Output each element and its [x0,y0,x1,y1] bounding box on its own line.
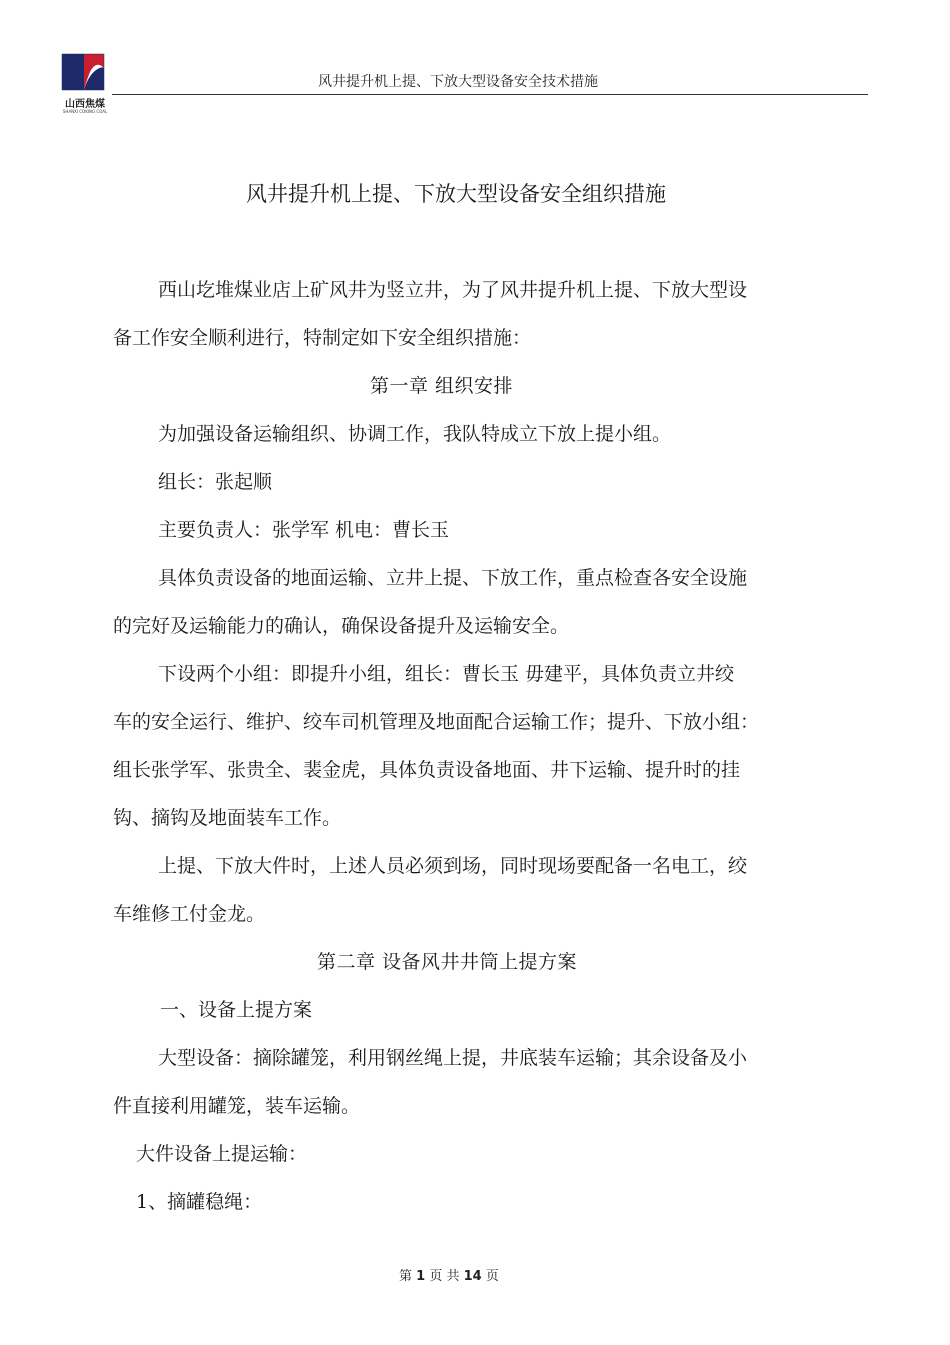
section-heading: 一、设备上提方案 [160,999,313,1021]
paragraph-line: 组长张学军、张贵全、裴金虎，具体负责设备地面、井下运输、提升时的挂 [113,759,741,781]
paragraph-line: 上提、下放大件时，上述人员必须到场，同时现场要配备一名电工，绞 [158,855,748,877]
paragraph-line: 的完好及运输能力的确认，确保设备提升及运输安全。 [113,615,570,637]
paragraph-line: 大型设备：摘除罐笼，利用钢丝绳上提，井底装车运输；其余设备及小 [158,1047,748,1069]
paragraph-line: 为加强设备运输组织、协调工作，我队特成立下放上提小组。 [158,423,672,445]
footer-prefix: 第 [399,1269,413,1284]
paragraph-line: 件直接利用罐笼，装车运输。 [113,1095,361,1117]
numbered-item: 1、摘罐稳绳： [136,1191,263,1213]
paragraph-line: 组长：张起顺 [158,471,273,493]
header-divider [112,94,868,95]
logo-english-text: SHANXI COKING COAL [62,109,108,114]
chapter-heading: 第一章 组织安排 [370,375,514,397]
paragraph-line: 具体负责设备的地面运输、立井上提、下放工作，重点检查各安全设施 [158,567,748,589]
page-footer [399,1265,499,1284]
footer-page-number: 1 [416,1269,426,1284]
logo-chinese-text: 山西焦煤 [65,99,105,110]
document-title: 风井提升机上提、下放大型设备安全组织措施 [246,182,666,206]
running-header-title: 风井提升机上提、下放大型设备安全技术措施 [318,74,598,90]
paragraph-line: 下设两个小组：即提升小组，组长：曹长玉 毋建平，具体负责立井绞 [158,663,735,685]
footer-mid: 页 共 [429,1269,460,1284]
paragraph-line: 钩、摘钩及地面装车工作。 [113,807,342,829]
logo-mark-icon [56,50,114,94]
paragraph-line: 备工作安全顺利进行，特制定如下安全组织措施： [113,327,532,349]
footer-total-pages: 14 [463,1269,482,1284]
paragraph-line: 主要负责人：张学军 机电：曹长玉 [158,519,450,541]
paragraph-line: 车的安全运行、维护、绞车司机管理及地面配合运输工作；提升、下放小组： [113,711,760,733]
paragraph-line: 车维修工付金龙。 [113,903,266,925]
chapter-heading: 第二章 设备风井井筒上提方案 [317,951,578,973]
paragraph-line: 大件设备上提运输： [136,1143,308,1165]
paragraph-line: 西山圪堆煤业店上矿风井为竖立井，为了风井提升机上提、下放大型设 [158,279,748,301]
company-logo [56,50,114,116]
footer-suffix: 页 [485,1269,499,1284]
